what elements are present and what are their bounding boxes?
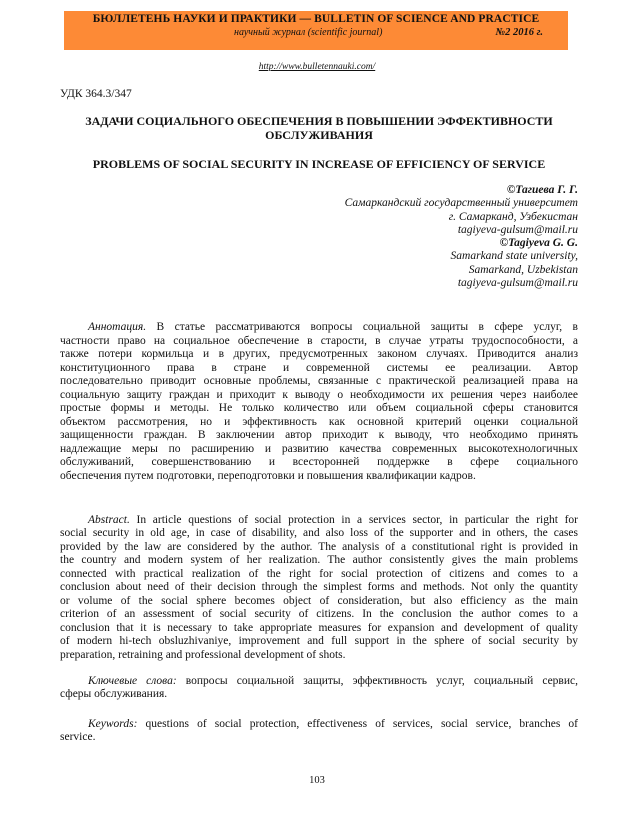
paragraph-text: social security in old age, in case of disability, and also loss of the supporter and in others, the cases xyxy=(60,527,578,540)
paragraph-text: конституционного права в стране и современной системы ее реализации. Автор xyxy=(60,361,578,374)
paragraph-text: простые формы и методы. Не только количество или объем социальной сферы становится xyxy=(60,402,578,415)
author-affiliation-en: Samarkand state university, xyxy=(450,250,578,263)
keywords-ru xyxy=(60,675,578,702)
author-block xyxy=(345,184,578,290)
paragraph-text: защищенности граждан. В заключении автор приходит к выводу, что необходимо принять xyxy=(60,429,578,442)
udk-code: УДК 364.3/347 xyxy=(60,88,132,100)
paragraph-text: or volume of the social sphere becomes object of consideration, but also efficiency as the main xyxy=(60,594,578,607)
author-affiliation-ru: Самаркандский государственный университет xyxy=(344,197,578,210)
paragraph-text: the country and modern system of her realization. The author consistently gives the main problems xyxy=(60,554,578,567)
paragraph-label: Ключевые слова: xyxy=(88,674,177,687)
title-ru xyxy=(60,114,578,142)
paragraph-text: надлежащие меры по расширению и развитию качества современных высокотехнологичных xyxy=(60,442,578,455)
paragraph-line xyxy=(60,635,578,649)
body-text xyxy=(60,321,578,745)
paragraph-line xyxy=(60,456,578,470)
paragraph-line xyxy=(60,527,578,541)
paragraph-line xyxy=(60,443,578,457)
author-name-ru: ©Тагиева Г. Г. xyxy=(506,184,578,196)
author-city-ru: г. Самарканд, Узбекистан xyxy=(448,210,578,223)
paragraph-label: Abstract. xyxy=(88,513,130,526)
paragraph-text: connected with practical realization of the right for social protection of citizens and comes to a xyxy=(60,567,578,580)
title-en: PROBLEMS OF SOCIAL SECURITY IN INCREASE OF EFFICIENCY OF SERVICE xyxy=(92,157,546,171)
paragraph-line xyxy=(60,389,578,403)
journal-url-link[interactable]: http://www.bulletennauki.com/ xyxy=(258,62,376,72)
paragraph-line xyxy=(60,568,578,582)
paragraph-line xyxy=(60,470,578,484)
paragraph-text: частности право на социальное обеспечение в старости, в случае утраты трудоспособности, а xyxy=(60,334,578,347)
paragraph-text: criterion of an assessment of social security of citizens. In the conclusion the author comes to a xyxy=(60,608,578,621)
paragraph-line xyxy=(60,581,578,595)
paragraph-line xyxy=(60,335,578,349)
issue-number: №2 2016 г. xyxy=(495,27,543,38)
paragraph-line xyxy=(60,608,578,622)
paragraph-text: также потери кормильца и в других, предусмотренных законом случаях. Приводится анализ xyxy=(60,348,578,361)
journal-title: БЮЛЛЕТЕНЬ НАУКИ И ПРАКТИКИ — BULLETIN OF SCIENCE AND PRACTICE xyxy=(92,13,540,25)
paragraph-line xyxy=(60,429,578,443)
paragraph-line xyxy=(60,514,578,528)
paragraph-text: вопросы социальной защиты, эффективность услуг, социальный сервис, xyxy=(176,674,578,687)
author-city-en: Samarkand, Uzbekistan xyxy=(468,263,578,276)
paragraph-text: conclusion that it is necessary to take appropriate measures for expansion and development of quality xyxy=(60,621,578,634)
paragraph-text: сферы обслуживания. xyxy=(60,688,168,701)
paragraph-line xyxy=(60,402,578,416)
paragraph-text: последовательно приводит основные проблемы, связанные с практической реализацией права на xyxy=(60,375,578,388)
paragraph-label: Аннотация. xyxy=(88,321,147,333)
paragraph-line xyxy=(60,554,578,568)
paragraph-text: обеспечения путем подготовки, переподготовки и повышения квалификации кадров. xyxy=(60,470,476,483)
paragraph-line xyxy=(60,688,578,702)
paragraph-label: Keywords: xyxy=(88,717,138,730)
author-email-en: tagiyeva-gulsum@mail.ru xyxy=(457,277,578,290)
paragraph-text: В статье рассматриваются вопросы социальной защиты в сфере услуг, в xyxy=(146,321,578,333)
paragraph-line xyxy=(60,718,578,732)
paragraph-line xyxy=(60,348,578,362)
paragraph-text: of modern hi-tech obsluzhivaniye, improvement and full support in the sphere of social security by xyxy=(60,635,578,648)
paragraph-line xyxy=(60,362,578,376)
title-ru-line: ОБСЛУЖИВАНИЯ xyxy=(265,128,373,142)
paragraph-line xyxy=(60,375,578,389)
paragraph-line xyxy=(60,731,578,745)
abstract-en xyxy=(60,514,578,663)
page-number: 103 xyxy=(309,775,325,786)
paragraph-line xyxy=(60,541,578,555)
paragraph-text: provided by the law are considered by the author. The analysis of a constitutional right is provided in xyxy=(60,540,578,553)
paragraph-line xyxy=(60,416,578,430)
journal-subtitle: научный журнал (scientific journal) xyxy=(234,27,383,38)
paragraph-text: обслуживаний, совершенствованию и всесторонней поддержке в сфере социального xyxy=(60,456,578,469)
paragraph-line xyxy=(60,622,578,636)
annotation-ru xyxy=(60,321,578,484)
paragraph-text: объектом рассмотрения, но и эффективность как основной критерий оценки социальной xyxy=(60,415,578,428)
keywords-en xyxy=(60,718,578,745)
paragraph-text: preparation, retraining and professional development of shots. xyxy=(60,649,346,662)
paragraph-line xyxy=(60,321,578,335)
paragraph-text: conclusion about need of their decision through the simplest forms and methods. Not only the quantity xyxy=(60,581,578,594)
paragraph-text: In article questions of social protection in a services sector, in particular the right for xyxy=(129,513,578,526)
paragraph-line xyxy=(60,595,578,609)
author-email-ru: tagiyeva-gulsum@mail.ru xyxy=(457,223,578,236)
paragraph-text: questions of social protection, effectiveness of services, social service, branches of xyxy=(137,717,578,730)
title-ru-line: ЗАДАЧИ СОЦИАЛЬНОГО ОБЕСПЕЧЕНИЯ В ПОВЫШЕНИИ ЭФФЕКТИВНОСТИ xyxy=(85,114,553,128)
paragraph-line xyxy=(60,675,578,689)
paragraph-text: service. xyxy=(60,731,96,744)
paragraph-line xyxy=(60,649,578,663)
journal-header xyxy=(64,11,568,50)
paragraph-text: социальную защиту граждан и приходит к выводу о необходимости их решения через наиболее xyxy=(60,388,578,401)
author-name-en: ©Tagiyeva G. G. xyxy=(499,237,578,250)
